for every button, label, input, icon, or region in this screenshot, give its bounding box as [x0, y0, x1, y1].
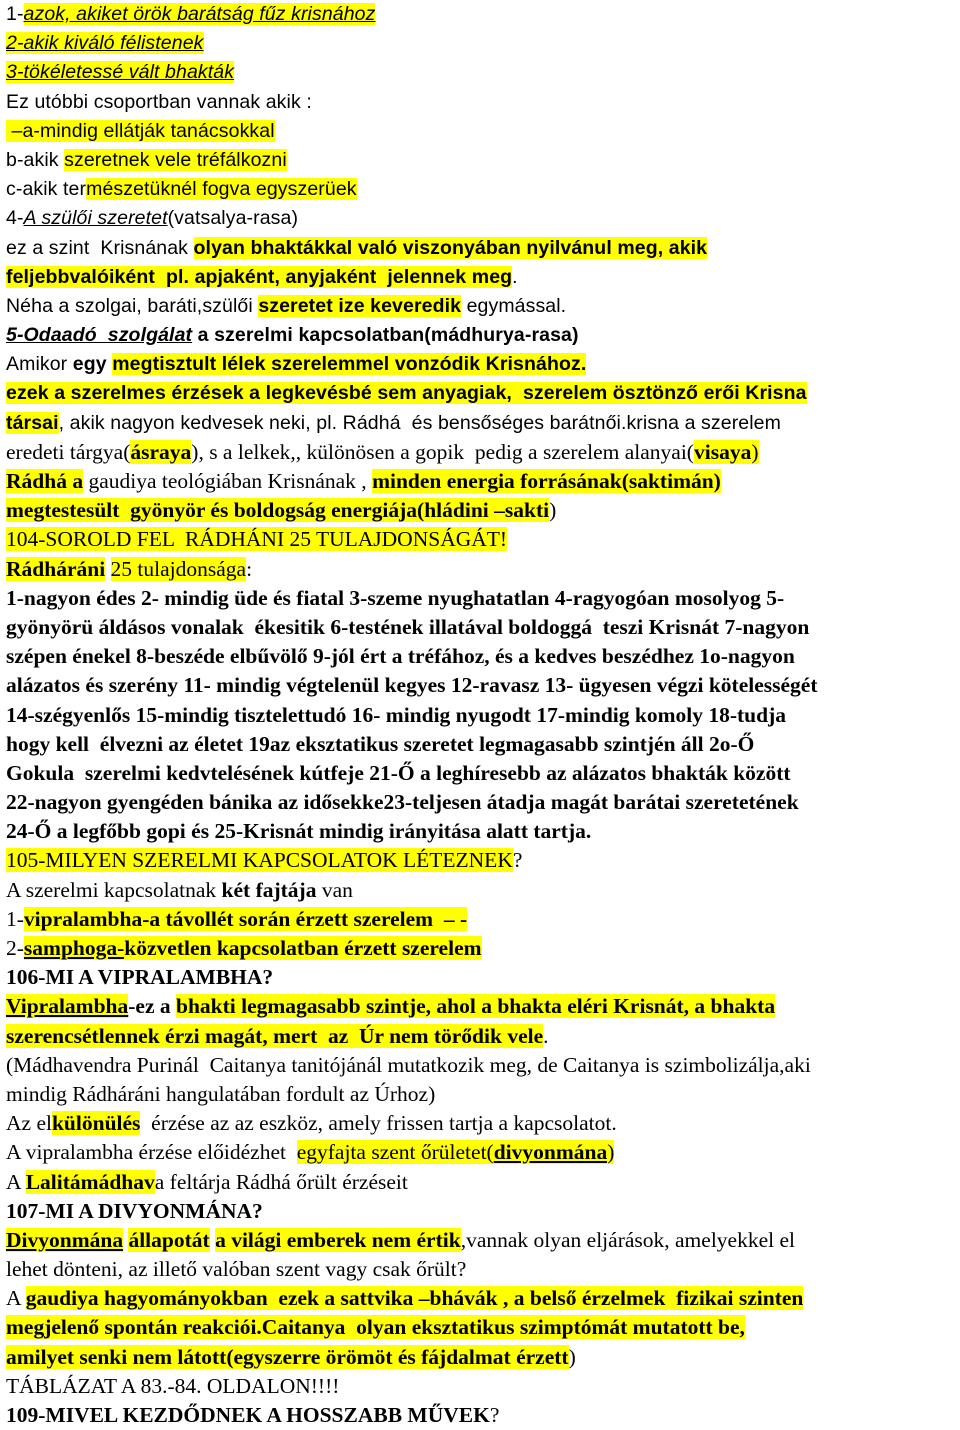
text-span: A [6, 1169, 26, 1194]
text-span: Amikor [6, 353, 73, 376]
highlighted-text: közvetlen kapcsolatban érzett szerelem [124, 936, 482, 960]
text-span: A szülői szeretet [23, 207, 168, 230]
text-span: (Mádhavendra Purinál Caitanya tanitójánál mutatkozik meg, de Caitanya is szimbolizálja,aki [6, 1052, 811, 1077]
text-line [6, 759, 954, 788]
text-span: ) [568, 1344, 576, 1369]
text-line [6, 817, 954, 846]
text-span: mindig Rádháráni hangulatában fordult az Úrhoz) [6, 1081, 436, 1106]
highlighted-text: bhakti legmagasabb szintje, ahol a bhakta eléri Krisnát, a bhakta [176, 994, 776, 1019]
text-line [6, 234, 954, 263]
text-span: lehet dönteni, az illető valóban szent vagy csak őrült? [6, 1257, 467, 1282]
text-line [6, 1022, 954, 1051]
highlighted-text: szerencsétlennek érzi magát, mert az Úr nem törődik vele [6, 1023, 544, 1048]
highlighted-text: a világi emberek nem értik [215, 1227, 461, 1252]
text-line [6, 963, 954, 992]
highlighted-text: különülés [51, 1111, 141, 1136]
text-line [6, 992, 954, 1021]
text-span: szépen énekel 8-beszéde elbűvölő 9-jól ért a tréfához, és a kedves beszédhez 1o-nagyon [6, 644, 795, 669]
text-span: ? [489, 1403, 500, 1427]
text-line [6, 525, 954, 554]
highlighted-text: azok, akiket örök barátság fűz krisnához [23, 3, 376, 25]
text-line [6, 321, 954, 350]
highlighted-text: samphoga- [23, 936, 125, 960]
highlighted-text: olyan bhaktákkal való viszonyában nyilvánul meg, akik [193, 236, 708, 259]
text-line [6, 934, 954, 963]
text-line [6, 1051, 954, 1080]
text-span: 1-nagyon édes 2- mindig üde és fiatal 3-szeme nyughatatlan 4-ragyogóan mosolyog 5- [6, 585, 785, 610]
text-line [6, 58, 954, 87]
text-span: 109-MIVEL KEZDŐDNEK A HOSSZABB MŰVEK [6, 1403, 490, 1427]
text-line [6, 175, 954, 204]
highlighted-text: szeretet ize keveredik [258, 294, 462, 317]
highlighted-text: Lalitámádhav [25, 1169, 155, 1194]
text-span: A vipralambha érzése előidézhet [6, 1140, 297, 1165]
text-line [6, 117, 954, 146]
text-line [6, 555, 954, 584]
text-span: érzése az az eszköz, amely frissen tartja a kapcsolatot. [140, 1111, 617, 1136]
highlighted-text: megjelenő spontán reakciói.Caitanya olyan eksztatikus szimptómát mutatott be, [6, 1315, 745, 1340]
text-line [6, 846, 954, 875]
text-line [6, 642, 954, 671]
text-line [6, 876, 954, 905]
highlighted-text: 2-akik kiváló félistenek [6, 32, 204, 55]
text-span: (vatsalya-rasa) [167, 207, 299, 230]
text-line [6, 438, 954, 467]
text-line [6, 1168, 954, 1197]
text-line [6, 263, 954, 292]
text-span: . [512, 265, 518, 288]
text-line [6, 613, 954, 642]
text-span: A szerelmi kapcsolatnak [6, 877, 222, 902]
text-line [6, 146, 954, 175]
highlighted-text: megtestesült gyönyör és boldogság energiája(hládini –sakti [6, 498, 550, 523]
text-span: Az el [6, 1111, 52, 1136]
highlighted-text: minden energia forrásának(saktimán) [372, 469, 721, 493]
text-line [6, 1255, 954, 1284]
text-span: TÁBLÁZAT A 83.-84. OLDALON!!!! [6, 1373, 340, 1398]
text-span: ), s a lelkek,, különösen a gopik pedig a szerelem alanyai( [191, 439, 694, 464]
highlighted-text: Vipralambha [6, 994, 129, 1019]
text-span: b-akik [6, 148, 65, 171]
text-line [6, 1197, 954, 1226]
text-span: 106-MI A VIPRALAMBHA? [6, 965, 274, 990]
text-span: alázatos és szerény 11- mindig végtelenül kegyes 12-ravasz 13- ügyesen végzi kötelességét [6, 673, 818, 698]
text-span: : [246, 556, 253, 581]
highlighted-text: gaudiya hagyományokban ezek a sattvika –bhávák , a belső érzelmek fizikai szinten [25, 1286, 804, 1311]
text-span: A [6, 1286, 26, 1311]
text-line [6, 1284, 954, 1313]
highlighted-text: 105-MILYEN SZERELMI KAPCSOLATOK LÉTEZNEK [6, 848, 513, 873]
text-line [6, 1372, 954, 1401]
highlighted-text: megtisztult lélek szerelemmel vonzódik Krisnához. [112, 353, 587, 376]
text-line [6, 584, 954, 613]
text-span: 5-Odaadó szolgálat [6, 324, 193, 347]
text-line [6, 350, 954, 379]
text-span: a feltárja Rádhá őrült érzéseit [154, 1169, 408, 1194]
text-line [6, 1109, 954, 1138]
text-span: ez a szint Krisnának [6, 236, 194, 259]
text-span: 2- [6, 936, 24, 960]
highlighted-text: ) [751, 439, 759, 464]
text-line [6, 1226, 954, 1255]
text-line [6, 409, 954, 438]
text-line [6, 701, 954, 730]
text-span: 4- [6, 207, 24, 230]
text-span: ,vannak olyan eljárások, amelyekkel el [460, 1227, 795, 1252]
text-line [6, 204, 954, 233]
highlighted-text: –a-mindig ellátják tanácsokkal [6, 119, 275, 142]
highlighted-text: állapotát [128, 1227, 210, 1252]
text-span: eredeti tárgya( [6, 439, 131, 464]
text-span: egymással. [461, 294, 567, 317]
text-span: egy [72, 353, 113, 376]
highlighted-text: 104-SOROLD FEL RÁDHÁNI 25 TULAJDONSÁGÁT! [6, 527, 508, 552]
highlighted-text: divyonmána [493, 1140, 608, 1165]
highlighted-text: társai [6, 411, 59, 434]
text-span: , akik nagyon kedvesek neki, pl. Rádhá és bensőséges barátnői.krisna a szerelem [58, 411, 781, 434]
text-span: 22-nagyon gyengéden bánika az idősekke23-teljesen átadja magát barátai szeretetének [6, 790, 799, 815]
text-span: -ez a [128, 994, 176, 1019]
text-line [6, 730, 954, 759]
text-span: Ez utóbbi csoportban vannak akik : [6, 90, 312, 113]
text-line [6, 1138, 954, 1167]
text-line [6, 88, 954, 117]
highlighted-text: Divyonmána [6, 1227, 124, 1252]
highlighted-text: vipralambha-a távollét során érzett szerelem – - [23, 906, 468, 931]
text-span: ) [549, 498, 557, 523]
text-span: 1- [6, 3, 24, 25]
text-span: 24-Ő a legfőbb gopi és 25-Krisnát mindig irányitása alatt tartja. [6, 819, 592, 844]
text-line [6, 29, 954, 58]
text-line [6, 1343, 954, 1372]
highlighted-text: ásraya [130, 439, 192, 464]
highlighted-text: ezek a szerelmes érzések a legkevésbé sem anyagiak, szerelem ösztönző erői Krisna [6, 382, 807, 405]
text-span [105, 557, 110, 581]
text-line [6, 788, 954, 817]
highlighted-text: amilyet senki nem látott(egyszerre örömöt és fájdalmat érzett [6, 1344, 569, 1369]
highlighted-text: egyfajta szent őrületet( [296, 1140, 494, 1165]
text-span: Gokula szerelmi kedvtelésének kútfeje 21-Ő a leghíresebb az alázatos bhakták között [6, 760, 791, 785]
text-span: két fajtája [221, 877, 317, 902]
highlighted-text: szeretnek vele tréfálkozni [64, 148, 287, 171]
text-line [6, 0, 954, 29]
highlighted-text: visaya [693, 439, 752, 464]
highlighted-text: feljebbvalóiként pl. apjaként, anyjaként jelennek meg [6, 265, 513, 288]
highlighted-text: mészetüknél fogva egyszerüek [86, 178, 357, 201]
text-span: . [543, 1023, 549, 1048]
text-line [6, 905, 954, 934]
text-span: van [316, 877, 353, 902]
text-span: ? [512, 848, 523, 873]
text-span: gyönyörü áldásos vonalak ékesitik 6-testének illatával boldoggá teszi Krisnát 7-nagyon [6, 614, 810, 639]
text-span: c-akik ter [6, 178, 87, 201]
text-line [6, 292, 954, 321]
highlighted-text: Rádhá a [6, 469, 84, 493]
highlighted-text: 3-tökéletessé vált bhakták [6, 61, 235, 84]
text-line [6, 1313, 954, 1342]
highlighted-text: ) [607, 1140, 615, 1165]
text-span: 107-MI A DIVYONMÁNA? [6, 1198, 263, 1223]
text-span: Néha a szolgai, baráti,szülői [6, 294, 259, 317]
text-line [6, 467, 954, 496]
text-span: a szerelmi kapcsolatban(mádhurya-rasa) [192, 324, 579, 347]
text-line [6, 379, 954, 408]
text-span: 14-szégyenlős 15-mindig tisztelettudó 16- mindig nyugodt 17-mindig komoly 18-tudja [6, 702, 787, 727]
highlighted-text: Rádháráni [6, 556, 106, 581]
text-span: 1- [6, 906, 24, 931]
text-line [6, 496, 954, 525]
text-line [6, 671, 954, 700]
text-span: gaudiya teológiában Krisnának , [83, 469, 373, 493]
highlighted-text: 25 tulajdonsága [110, 556, 247, 581]
text-span: hogy kell élvezni az életet 19az eksztatikus szeretet legmagasabb szintjén áll 2o-Ő [6, 731, 755, 756]
text-line [6, 1080, 954, 1109]
text-line [6, 1401, 954, 1430]
